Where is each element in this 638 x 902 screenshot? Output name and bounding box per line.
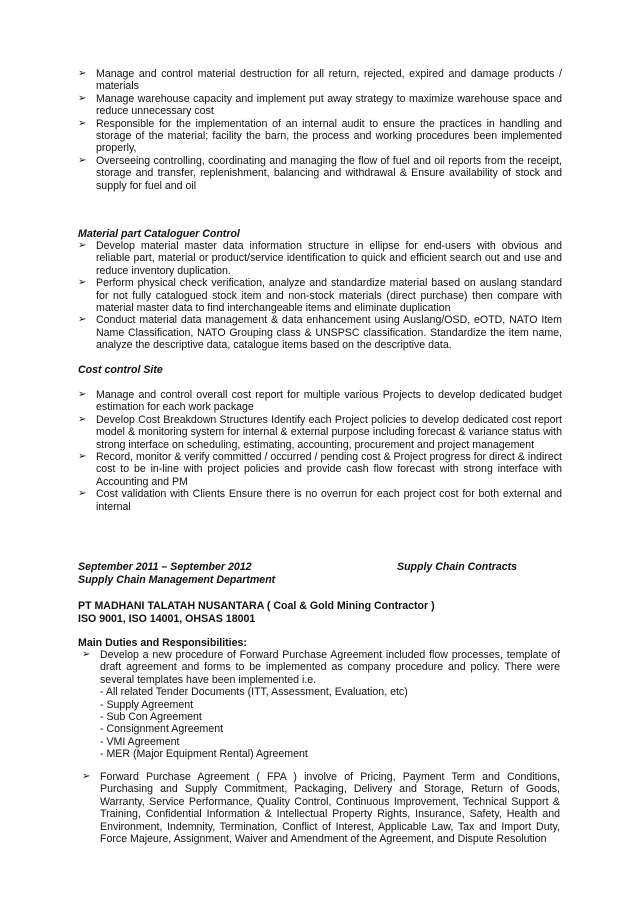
template-item: - MER (Major Equipment Rental) Agreement [100, 748, 308, 761]
list-item: ➢ Responsible for the implementation of an internal audit to ensure the practices in handling and storage of the material; facility the barn, the process and working procedures been implemented properly, [78, 117, 562, 155]
list-item: ➢ Manage and control material destruction for all return, rejected, expired and damage products / materials [78, 68, 562, 93]
job-period: September 2011 – September 2012 [78, 561, 252, 573]
list-item: ➢ Overseeing controlling, coordinating and managing the flow of fuel and oil reports from the receipt, storage and transfer, replenishment, balancing and withdrawal & Ensure availability of stock and supply for fuel and oil [78, 154, 562, 192]
duties-heading: Main Duties and Responsibilities: [78, 637, 247, 649]
cost-control-duties-list [78, 389, 562, 513]
fpa-duties-list [82, 771, 560, 845]
company-certifications: ISO 9001, ISO 14001, OHSAS 18001 [78, 613, 256, 625]
job-title: Supply Chain Contracts [397, 561, 518, 573]
arrow-bullet-icon: ➢ [78, 117, 87, 129]
list-item: ➢ Record, monitor & verify committed / occurred / pending cost & Project progress for direct & indirect cost to be in-line with project policies and provide cash flow forecast with strong interface with Accounting and PM [78, 451, 562, 488]
list-item: ➢ Develop material master data information structure in ellipse for end-users with obvious and reliable part, material or product/service identification to quick and efficient search out and use and reduce inventory duplication. [78, 240, 562, 277]
arrow-bullet-icon: ➢ [78, 488, 87, 500]
warehouse-duties-list [78, 68, 562, 192]
list-item: ➢ Manage and control overall cost report for multiple various Projects to develop dedicated budget estimation for each work package [78, 389, 562, 414]
arrow-bullet-icon: ➢ [78, 451, 87, 463]
template-item: - VMI Agreement [100, 735, 180, 748]
list-item: ➢ Develop Cost Breakdown Structures Identify each Project policies to develop dedicated cost report model & monitoring system for internal & external purpose including forecast & variance status with strong interface on scheduling, estimating, accounting, procurement and project management [78, 413, 562, 451]
template-item: - Supply Agreement [100, 698, 194, 711]
list-item: ➢ Conduct material data management & data enhancement using Auslang/OSD, eOTD, NATO Item Name Classification, NATO Grouping class & UNSPSC classification. Standardize the item name, analyze the descriptive data, catalogue items based on the descriptive data. [78, 314, 562, 352]
cataloguer-heading: Material part Cataloguer Control [78, 228, 240, 240]
list-item: ➢ Perform physical check verification, analyze and standardize material based on auslang standard for not fully catalogued stock item and non-stock materials (direct purchase) then compare with material master data to find interchangeable items and eliminate duplication [78, 277, 562, 315]
arrow-bullet-icon: ➢ [78, 277, 87, 289]
arrow-bullet-icon: ➢ [78, 389, 87, 400]
arrow-bullet-icon: ➢ [78, 240, 87, 251]
list-item: ➢ Manage warehouse capacity and implement put away strategy to maximize warehouse space and reduce unnecessary cost [78, 92, 562, 118]
arrow-bullet-icon: ➢ [78, 154, 87, 166]
arrow-bullet-icon: ➢ [78, 413, 87, 425]
cost-control-heading: Cost control Site [78, 364, 163, 376]
list-item: ➢ Develop a new procedure of Forward Purchase Agreement included flow processes, template of draft agreement and forms to be implemented as company procedure and policy. There were several templates have been implemented i.e. - All related Tender Documents (ITT, Assessment, Evaluation, etc) - Supply Agreement - Sub Con Agreement - Consignment Agreement - VMI Agreement - MER (Major Equipment Rental) Agreement [82, 649, 560, 761]
main-duties-list [82, 649, 560, 761]
cataloguer-duties-list [78, 240, 562, 352]
arrow-bullet-icon: ➢ [82, 771, 91, 782]
arrow-bullet-icon: ➢ [78, 314, 87, 326]
arrow-bullet-icon: ➢ [78, 92, 87, 104]
company-name: PT MADHANI TALATAH NUSANTARA ( Coal & Gold Mining Contractor ) [78, 600, 435, 612]
template-item: - Sub Con Agreement [100, 711, 202, 724]
list-item: ➢ Cost validation with Clients Ensure there is no overrun for each project cost for both external and internal [78, 488, 562, 513]
job-department: Supply Chain Management Department [78, 574, 276, 586]
template-item: - Consignment Agreement [100, 723, 224, 736]
template-item: - All related Tender Documents (ITT, Assessment, Evaluation, etc) [100, 686, 408, 699]
arrow-bullet-icon: ➢ [82, 649, 91, 660]
arrow-bullet-icon: ➢ [78, 68, 87, 79]
list-item: ➢ Forward Purchase Agreement ( FPA ) involve of Pricing, Payment Term and Conditions, Purchasing and Supply Commitment, Packaging, Delivery and Storage, Return of Goods, Warranty, Service Performance, Quality Control, Continuous Improvement, Technical Support & Training, Confidential Information & Intellectual Property Rights, Insurance, Safety, Health and Environment, Indemnity, Termination, Conflict of Interest, Applicable Law, Tax and Import Duty, Force Majeure, Assignment, Waiver and Amendment of the Agreement, and Dispute Resolution [82, 771, 560, 846]
